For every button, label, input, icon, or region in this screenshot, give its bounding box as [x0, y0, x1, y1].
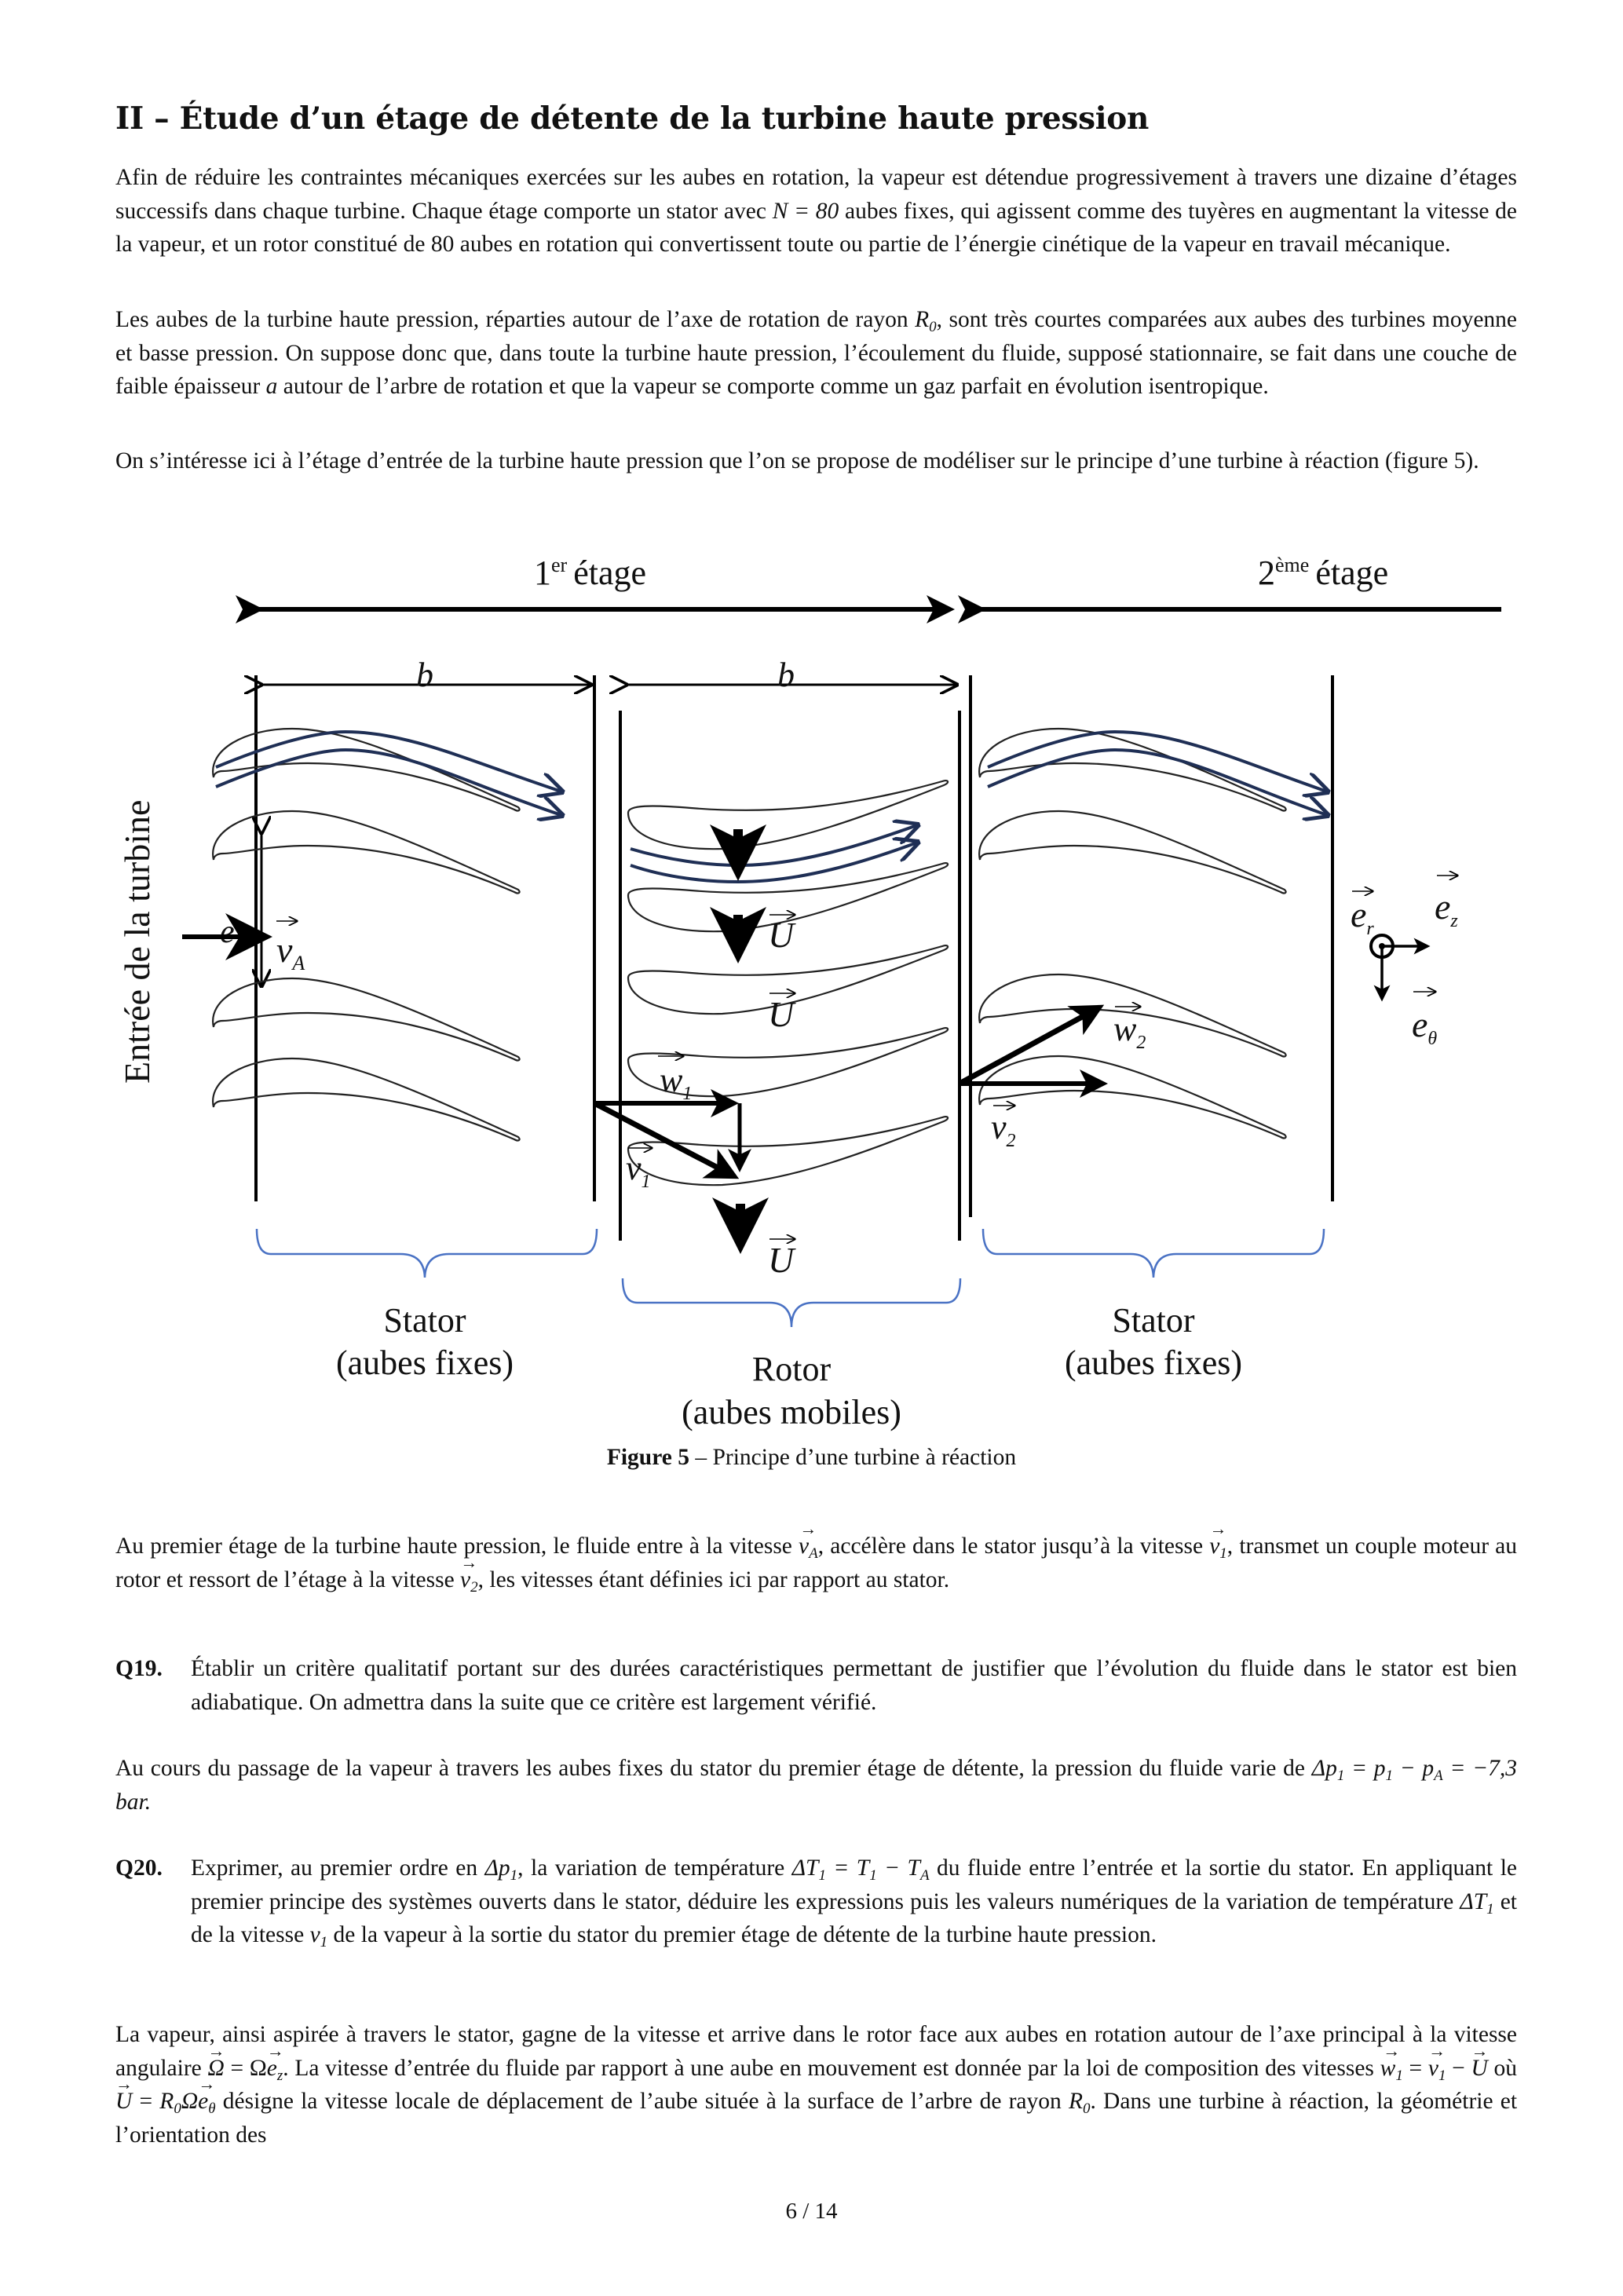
paragraph-first-stage: Au premier étage de la turbine haute pression, le fluide entre à la vitesse → $v_A$, accélère dans le stator jusqu’à la vitesse → $v_1$, transmet un couple moteur au rotor et ressort de l’étage à la vitesse → $v_2$, les vitesses étant définies ici par rapport au stator.	[115, 1530, 1517, 1596]
velocity-v1-label: $v_1$	[626, 1149, 651, 1192]
velocity-U-label-2: U	[768, 994, 795, 1034]
brace-stator-2	[983, 1229, 1324, 1278]
question-label: Q19.	[115, 1656, 163, 1681]
question-text: Établir un critère qualitatif portant sur des durées caractéristiques permettant de justifier que l’évolution du fluide dans le stator est bien adiabatique. On admettra dans la suite que ce critère est largement vérifié.	[191, 1656, 1517, 1715]
stage-2-label: 2ème étage	[1258, 554, 1389, 592]
math-vec-v2: → $v_2$	[460, 1563, 478, 1597]
paragraph-hypotheses: Les aubes de la turbine haute pression, réparties autour de l’axe de rotation de rayon $R_0$, sont très courtes comparées aux aubes des turbines moyenne et basse pression. On suppose donc que, dans toute la turbine haute pression, l’écoulement du fluide, supposé stationnaire, se fait dans une couche de faible épaisseur a autour de l’arbre de rotation et que la vapeur se comporte comme un gaz parfait en évolution isentropique.	[115, 307, 1518, 399]
math-a: a	[265, 374, 278, 399]
velocity-w1-label: $w_1$	[660, 1061, 693, 1104]
basis-etheta-label: $e_\theta$	[1412, 1004, 1438, 1049]
velocity-w2-label: $w_2$	[1113, 1010, 1146, 1053]
rotor-subtitle: (aubes mobiles)	[682, 1393, 901, 1431]
stator-blade	[979, 729, 1286, 810]
section-title: II – Étude d’un étage de détente de la turbine haute pression	[115, 101, 1150, 137]
math-vec-v1: → $v_1$	[1209, 1530, 1227, 1563]
paragraph-rotor-composition: La vapeur, ainsi aspirée à travers le stator, gagne de la vitesse et arrive dans le rotor face aux aubes en rotation autour de l’axe principal à la vitesse angulaire → $\Omega = \Omega\to e_z$. La vitesse d’entrée du fluide par rapport à une aube en mouvement est donnée par la loi de composition des vitesses → $w_1$ = → $v_1$ − → U où → $U = R_0\Omega\to e_\theta$ désigne la vitesse locale de déplacement de l’aube située à la surface de l’arbre de rayon $R_0$. Dans une turbine à réaction, la géométrie et l’orientation des	[115, 2018, 1517, 2152]
velocity-triangle-inlet	[594, 1103, 740, 1176]
rotor-title: Rotor	[751, 1350, 832, 1388]
brace-rotor	[623, 1278, 960, 1327]
paragraph-model: On s’intéresse ici à l’étage d’entrée de la turbine haute pression que l’on se propose de modéliser sur le principe d’une turbine à réaction (figure 5).	[115, 448, 1479, 473]
rotor-blade	[628, 1117, 948, 1185]
brace-stator-1	[257, 1229, 597, 1278]
math-n-blades: N = 80	[772, 198, 839, 224]
question-q19	[115, 1652, 1517, 1719]
stator-1-subtitle: (aubes fixes)	[335, 1344, 514, 1382]
velocity-U-label-3: U	[768, 1240, 795, 1280]
velocity-U-label-1: U	[768, 915, 795, 955]
math-delta-p1: $\Delta p_1 = p_1 - p_A = -7,3$ bar.	[115, 1756, 1517, 1815]
dimension-b-stator-label: b	[416, 656, 433, 694]
rotor-velocity-U-arrows	[738, 829, 740, 1245]
page-number: 6 / 14	[785, 2199, 838, 2224]
math-vec-vA: → $v_A$	[799, 1530, 818, 1563]
rotor-blade	[628, 781, 948, 849]
turbine-inlet-label: Entrée de la turbine	[117, 799, 157, 1084]
basis-ez-label: $e_z$	[1435, 887, 1458, 931]
basis-er-label: $e_r$	[1351, 894, 1374, 939]
rotor-streamlines	[631, 825, 917, 882]
stator-2-blades	[979, 729, 1286, 1138]
question-q20	[115, 1852, 1517, 1952]
stage-1-label: 1er étage	[534, 554, 647, 592]
figure-caption: Figure 5 – Principe d’une turbine à réaction	[606, 1445, 1017, 1470]
stator-blade	[979, 811, 1286, 893]
basis-vectors	[1371, 935, 1427, 999]
stator-blade	[979, 1056, 1286, 1138]
math-r0: $R_0$	[915, 307, 937, 335]
velocity-vA-label: $v_A$	[276, 930, 305, 974]
stator-1-title: Stator	[383, 1301, 466, 1340]
dimension-b-rotor-label: b	[777, 656, 795, 694]
rotor-blades	[628, 781, 948, 1185]
paragraph-intro: Afin de réduire les contraintes mécaniques exercées sur les aubes en rotation, la vapeur est détendue progressivement à travers une dizaine d’étages successifs dans chaque turbine. Chaque étage comporte un stator avec N = 80 aubes fixes, qui agissent comme des tuyères en augmentant la vitesse de la vapeur, et un rotor constitué de 80 aubes en rotation qui convertissent toute ou partie de l’énergie cinétique de la vapeur en travail mécanique.	[115, 165, 1517, 257]
dimension-e-label: e	[220, 914, 235, 950]
paragraph-pressure-drop: Au cours du passage de la vapeur à travers les aubes fixes du stator du premier étage de détente, la pression du fluide varie de $\Delta p_1 = p_1 - p_A = -7,3$ bar.	[115, 1756, 1517, 1815]
stage-boundaries	[256, 675, 1332, 1241]
question-text: Exprimer, au premier ordre en $\Delta p_1$, la variation de température $\Delta T_1 = T_1 - T_A$ du fluide entre l’entrée et la sortie du stator. En appliquant le premier principe des systèmes ouverts dans le stator, déduire les expressions puis les valeurs numériques de la variation de température $\Delta T_1$ et de la vitesse $v_1$ de la vapeur à la sortie du stator du premier étage de détente de la turbine haute pression.	[191, 1855, 1517, 1951]
velocity-v2-label: $v_2$	[991, 1108, 1016, 1151]
stator-2-title: Stator	[1112, 1301, 1195, 1340]
question-label: Q20.	[115, 1855, 163, 1881]
stator-2-subtitle: (aubes fixes)	[1064, 1344, 1243, 1382]
